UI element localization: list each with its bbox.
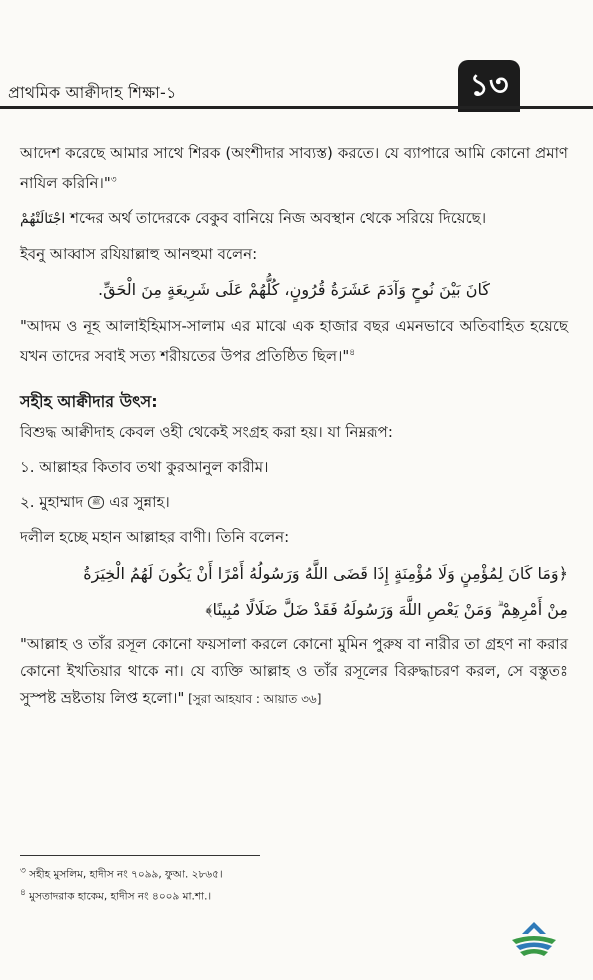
- footnote-4-number: ৪: [20, 887, 26, 898]
- footnote-3: [20, 862, 540, 884]
- section-heading: সহীহ আক্বীদার উৎস:: [20, 392, 158, 411]
- paragraph-7-text: "আল্লাহ ও তাঁর রসূল কোনো ফয়সালা করলে কোনো মুমিন পুরুষ বা নারীর তা গ্রহণ না করার কোনো ইখতিয়ার থাকে না। যে ব্যক্তি আল্লাহ ও তাঁর রসূলের বিরুদ্ধাচরণ করল, সে বস্তুতঃ সুস্পষ্ট ভ্রষ্টতায় লিপ্ত হলো।": [20, 635, 568, 707]
- list-item-2: [20, 489, 568, 516]
- arabic-term: اجْتَالَتْهُمْ: [20, 211, 66, 227]
- footnote-4: [20, 884, 540, 906]
- paragraph-2-text: শব্দের অর্থ তাদেরকে বেকুব বানিয়ে নিজ অবস্থান থেকে সরিয়ে দিয়েছে।: [65, 209, 487, 227]
- header-rule: [0, 106, 593, 109]
- footnote-ref-4[interactable]: ৪: [349, 348, 356, 358]
- page-body: [20, 140, 568, 721]
- arabic-quote-2-line-1: ﴿وَمَا كَانَ لِمُؤْمِنٍ وَلَا مُؤْمِنَةٍ إِذَا قَضَى اللَّهُ وَرَسُولُهُ أَمْرًا أَنْ يَكُونَ لَهُمُ الْخِيَرَةُ: [83, 564, 568, 583]
- footnotes: [20, 855, 540, 905]
- paragraph-6: দলীল হচ্ছে মহান আল্লাহর বাণী। তিনি বলেন:: [20, 528, 290, 546]
- list-item-2-pre: ২. মুহাম্মাদ: [20, 493, 88, 511]
- footnote-ref-3[interactable]: ৩: [110, 175, 117, 185]
- salawat-icon: ﷺ: [88, 496, 104, 509]
- paragraph-3: ইবনু আব্বাস রযিয়াল্লাহু আনহুমা বলেন:: [20, 245, 258, 263]
- footnote-rule: [20, 855, 260, 856]
- list-item-1: ১. আল্লাহর কিতাব তথা কুরআনুল কারীম।: [20, 458, 269, 476]
- arabic-quote-1: كَانَ بَيْنَ نُوحٍ وَآدَمَ عَشَرَةُ قُرُونٍ، كُلُّهُمْ عَلَى شَرِيعَةٍ مِنَ الْحَقِّ.: [98, 280, 490, 299]
- page-number: ১৩: [458, 60, 520, 112]
- paragraph-2: [20, 205, 568, 233]
- page-header: [0, 60, 593, 112]
- paragraph-1: [20, 140, 568, 197]
- publisher-logo-icon: [508, 918, 560, 962]
- footnote-3-number: ৩: [20, 866, 26, 876]
- running-title: প্রাথমিক আক্বীদাহ শিক্ষা-১: [8, 83, 177, 102]
- paragraph-1-text: আদেশ করেছে আমার সাথে শিরক (অংশীদার সাব্যস্ত) করতে। যে ব্যাপারে আমি কোনো প্রমাণ নাযিল করিনি।": [20, 144, 568, 192]
- footnote-3-text: সহীহ মুসলিম, হাদীস নং ৭০৯৯, ফুআ. ২৮৬৫।: [25, 868, 223, 881]
- paragraph-4-text: "আদম ও নূহ আলাইহিমাস-সালাম এর মাঝে এক হাজার বছর এমনভাবে অতিবাহিত হয়েছে যখন তাদের সবাই সত্য শরীয়তের উপর প্রতিষ্ঠিত ছিল।": [20, 317, 568, 365]
- list-item-2-post: এর সুন্নাহ।: [104, 493, 170, 511]
- paragraph-5: বিশুদ্ধ আক্বীদাহ কেবল ওহী থেকেই সংগ্রহ করা হয়। যা নিম্নরূপ:: [20, 423, 393, 441]
- arabic-quote-2-line-2: مِنْ أَمْرِهِمْ ۗ وَمَنْ يَعْصِ اللَّهَ وَرَسُولَهُ فَقَدْ ضَلَّ ضَلَالًا مُبِينًا﴾: [205, 600, 568, 619]
- footnote-4-text: মুসতাদরাক হাকেম, হাদীস নং ৪০০৯ মা.শা.।: [25, 890, 212, 902]
- paragraph-4: [20, 313, 568, 370]
- paragraph-7: [20, 631, 568, 713]
- quran-reference: [সুরা আহযাব : আয়াত ৩৬]: [184, 692, 322, 706]
